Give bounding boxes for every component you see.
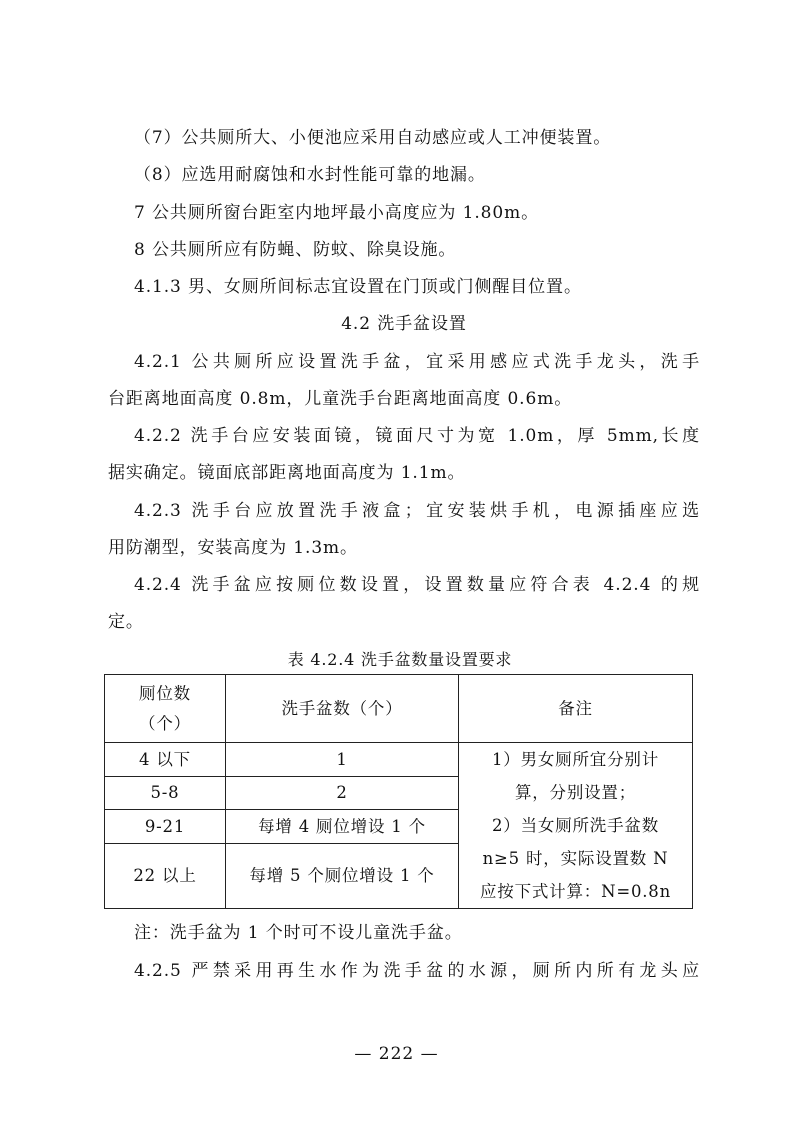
clause-4-2-5-line1: 4.2.5 严禁采用再生水作为洗手盆的水源，厕所内所有龙头应 <box>134 961 700 981</box>
table-note: 注：洗手盆为 1 个时可不设儿童洗手盆。 <box>134 923 463 943</box>
paragraph-8: （8）应选用耐腐蚀和水封性能可靠的地漏。 <box>134 165 486 185</box>
header-cell-remark: 备注 <box>459 675 693 743</box>
clause-4-2-1-line1: 4.2.1 公共厕所应设置洗手盆，宜采用感应式洗手龙头，洗手 <box>134 352 700 372</box>
table-cell: 4 以下 <box>105 743 226 777</box>
clause-4-2-3-line2: 用防潮型，安装高度为 1.3m。 <box>108 538 358 558</box>
clause-8: 8 公共厕所应有防蝇、防蚊、除臭设施。 <box>134 240 457 260</box>
table-caption: 表 4.2.4 洗手盆数量设置要求 <box>287 650 513 669</box>
remark-cell <box>459 743 693 909</box>
clause-4-2-4-line1: 4.2.4 洗手盆应按厕位数设置，设置数量应符合表 4.2.4 的规 <box>134 575 700 595</box>
clause-4-2-4-line2: 定。 <box>108 612 144 632</box>
table-header-row <box>105 675 693 743</box>
page-number: — 222 — <box>354 1044 439 1064</box>
remark-line: 1）男女厕所宜分别计 <box>492 750 659 769</box>
table-cell: 每增 5 个厕位增设 1 个 <box>226 843 459 908</box>
header-cell-basin-count: 洗手盆数（个） <box>226 675 459 743</box>
clause-4-2-2-line1: 4.2.2 洗手台应安装面镜，镜面尺寸为宽 1.0m，厚 5mm,长度 <box>134 426 700 446</box>
clause-4-2-3-line1: 4.2.3 洗手台应放置洗手液盒；宜安装烘手机，电源插座应选 <box>134 501 700 521</box>
table-cell: 1 <box>226 743 459 777</box>
paragraph-7: （7）公共厕所大、小便池应采用自动感应或人工冲便装置。 <box>134 128 612 148</box>
table-cell: 每增 4 厕位增设 1 个 <box>226 810 459 844</box>
header-toilet-count-text: 厕位数（个） <box>139 683 191 733</box>
clause-7: 7 公共厕所窗台距室内地坪最小高度应为 1.80m。 <box>134 203 539 223</box>
remark-line: 应按下式计算：N=0.8n <box>479 882 672 901</box>
header-cell-toilet-count <box>105 675 226 743</box>
clause-4-2-1-line2: 台距离地面高度 0.8m，儿童洗手台距离地面高度 0.6m。 <box>108 389 573 409</box>
table-cell: 9-21 <box>105 810 226 844</box>
washbasin-table <box>104 674 693 909</box>
clause-4-2-2-line2: 据实确定。镜面底部距离地面高度为 1.1m。 <box>108 463 466 483</box>
table-cell: 5-8 <box>105 776 226 810</box>
remark-line: n≥5 时，实际设置数 N <box>482 849 669 868</box>
table-row <box>105 743 693 777</box>
remark-line: 2）当女厕所洗手盆数 <box>492 816 659 835</box>
table-cell: 22 以上 <box>105 843 226 908</box>
remark-line: 算，分别设置； <box>514 783 637 802</box>
table-cell: 2 <box>226 776 459 810</box>
section-heading: 4.2 洗手盆设置 <box>341 314 467 334</box>
clause-4-1-3: 4.1.3 男、女厕所间标志宜设置在门顶或门侧醒目位置。 <box>134 277 582 297</box>
